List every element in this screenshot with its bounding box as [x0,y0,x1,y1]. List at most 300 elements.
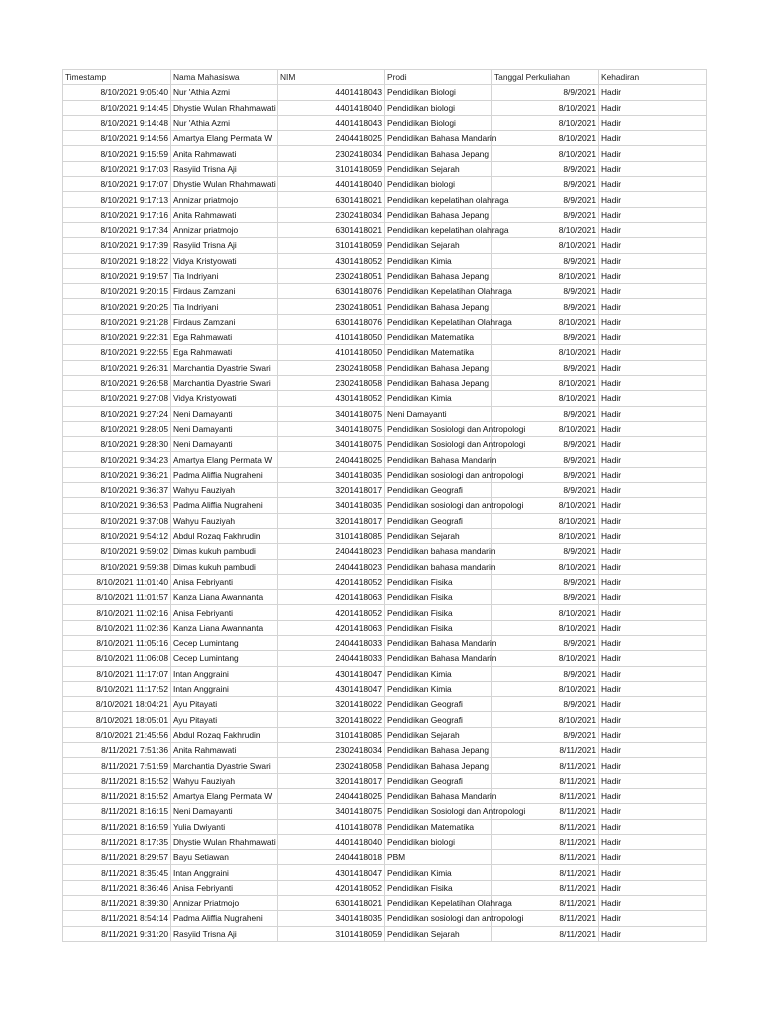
timestamp-cell: 8/11/2021 8:15:52 [63,788,171,803]
attendance-table [62,69,707,942]
tanggal-cell: 8/10/2021 [492,712,599,727]
tanggal-cell: 8/9/2021 [492,452,599,467]
kehadiran-cell: Hadir [599,467,707,482]
nim-cell: 3201418017 [278,773,385,788]
kehadiran-cell: Hadir [599,559,707,574]
timestamp-cell: 8/10/2021 11:02:16 [63,605,171,620]
table-row [63,421,707,436]
prodi-cell: Pendidikan Sejarah [385,727,492,742]
nim-cell: 2404418033 [278,635,385,650]
kehadiran-cell: Hadir [599,819,707,834]
tanggal-cell: 8/9/2021 [492,544,599,559]
timestamp-cell: 8/11/2021 8:17:35 [63,834,171,849]
nama-cell: Firdaus Zamzani [171,314,278,329]
timestamp-cell: 8/11/2021 8:36:46 [63,880,171,895]
timestamp-cell: 8/11/2021 7:51:36 [63,743,171,758]
nim-cell: 2404418025 [278,452,385,467]
prodi-cell: Pendidikan sosiologi dan antropologi [385,911,492,926]
tanggal-cell: 8/10/2021 [492,620,599,635]
nama-cell: Padma Aliffia Nugraheni [171,467,278,482]
nama-cell: Kanza Liana Awannanta [171,590,278,605]
nama-cell: Ayu Pitayati [171,712,278,727]
nama-cell: Tia Indriyani [171,299,278,314]
prodi-cell: Pendidikan Sejarah [385,528,492,543]
timestamp-cell: 8/10/2021 21:45:56 [63,727,171,742]
nama-cell: Cecep Lumintang [171,635,278,650]
timestamp-cell: 8/10/2021 9:17:03 [63,161,171,176]
tanggal-cell: 8/10/2021 [492,605,599,620]
timestamp-cell: 8/11/2021 8:16:15 [63,804,171,819]
tanggal-cell: 8/11/2021 [492,804,599,819]
kehadiran-cell: Hadir [599,727,707,742]
timestamp-cell: 8/10/2021 9:17:13 [63,192,171,207]
nama-cell: Amartya Elang Permata W [171,131,278,146]
timestamp-cell: 8/10/2021 11:06:08 [63,651,171,666]
tanggal-cell: 8/9/2021 [492,635,599,650]
tanggal-cell: 8/10/2021 [492,131,599,146]
nim-cell: 2302418034 [278,743,385,758]
kehadiran-cell: Hadir [599,253,707,268]
kehadiran-cell: Hadir [599,620,707,635]
table-row [63,177,707,192]
tanggal-cell: 8/9/2021 [492,330,599,345]
kehadiran-cell: Hadir [599,284,707,299]
nim-cell: 2404418033 [278,651,385,666]
timestamp-cell: 8/10/2021 9:14:56 [63,131,171,146]
prodi-cell: Pendidikan Biologi [385,115,492,130]
table-row [63,788,707,803]
timestamp-cell: 8/10/2021 9:20:15 [63,284,171,299]
tanggal-cell: 8/11/2021 [492,834,599,849]
prodi-cell: Pendidikan Kepelatihan Olahraga [385,314,492,329]
nama-cell: Ega Rahmawati [171,345,278,360]
timestamp-cell: 8/11/2021 8:39:30 [63,896,171,911]
nama-cell: Anita Rahmawati [171,207,278,222]
nim-cell: 2404418023 [278,544,385,559]
nim-cell: 3401418075 [278,421,385,436]
tanggal-cell: 8/10/2021 [492,314,599,329]
kehadiran-cell: Hadir [599,483,707,498]
nim-cell: 6301418021 [278,192,385,207]
nim-cell: 3401418075 [278,804,385,819]
nim-cell: 4201418052 [278,880,385,895]
nim-cell: 4201418063 [278,620,385,635]
prodi-cell: Pendidikan Bahasa Mandarin [385,131,492,146]
tanggal-cell: 8/11/2021 [492,743,599,758]
kehadiran-cell: Hadir [599,651,707,666]
table-row [63,131,707,146]
table-row [63,314,707,329]
prodi-cell: Pendidikan Kepelatihan Olahraga [385,896,492,911]
kehadiran-cell: Hadir [599,513,707,528]
table-row [63,911,707,926]
table-row [63,635,707,650]
prodi-cell: Pendidikan Bahasa Jepang [385,299,492,314]
nim-cell: 4201418052 [278,605,385,620]
timestamp-cell: 8/10/2021 11:05:16 [63,635,171,650]
table-row [63,681,707,696]
prodi-cell: Pendidikan Geografi [385,697,492,712]
nim-cell: 2302418058 [278,360,385,375]
table-row [63,559,707,574]
nama-cell: Firdaus Zamzani [171,284,278,299]
kehadiran-cell: Hadir [599,681,707,696]
timestamp-cell: 8/10/2021 9:14:45 [63,100,171,115]
nama-cell: Annizar Priatmojo [171,896,278,911]
tanggal-cell: 8/10/2021 [492,391,599,406]
kehadiran-cell: Hadir [599,375,707,390]
nim-cell: 2404418025 [278,131,385,146]
table-row [63,85,707,100]
table-row [63,620,707,635]
nama-cell: Rasyiid Trisna Aji [171,161,278,176]
tanggal-cell: 8/11/2021 [492,911,599,926]
kehadiran-cell: Hadir [599,207,707,222]
kehadiran-cell: Hadir [599,192,707,207]
table-row [63,146,707,161]
nama-cell: Abdul Rozaq Fakhrudin [171,727,278,742]
prodi-cell: Pendidikan Sejarah [385,238,492,253]
table-row [63,345,707,360]
tanggal-cell: 8/9/2021 [492,284,599,299]
timestamp-cell: 8/11/2021 7:51:59 [63,758,171,773]
table-row [63,498,707,513]
nim-cell: 2302418058 [278,758,385,773]
kehadiran-cell: Hadir [599,758,707,773]
prodi-cell: Pendidikan kepelatihan olahraga [385,192,492,207]
nim-cell: 4301418052 [278,391,385,406]
nim-cell: 4101418050 [278,345,385,360]
timestamp-cell: 8/10/2021 9:36:21 [63,467,171,482]
timestamp-cell: 8/10/2021 9:34:23 [63,452,171,467]
tanggal-cell: 8/10/2021 [492,100,599,115]
nim-cell: 3401418035 [278,467,385,482]
kehadiran-cell: Hadir [599,666,707,681]
prodi-cell: Pendidikan Kimia [385,865,492,880]
tanggal-cell: 8/9/2021 [492,299,599,314]
tanggal-cell: 8/11/2021 [492,850,599,865]
kehadiran-cell: Hadir [599,345,707,360]
kehadiran-cell: Hadir [599,605,707,620]
prodi-cell: Pendidikan Bahasa Mandarin [385,635,492,650]
kehadiran-cell: Hadir [599,834,707,849]
timestamp-cell: 8/11/2021 8:16:59 [63,819,171,834]
nama-cell: Anisa Febriyanti [171,574,278,589]
nama-cell: Yulia Dwiyanti [171,819,278,834]
tanggal-cell: 8/11/2021 [492,758,599,773]
kehadiran-cell: Hadir [599,743,707,758]
table-row [63,712,707,727]
nim-cell: 2404418025 [278,788,385,803]
nim-cell: 4401418043 [278,85,385,100]
tanggal-cell: 8/11/2021 [492,788,599,803]
kehadiran-cell: Hadir [599,712,707,727]
nama-cell: Vidya Kristyowati [171,253,278,268]
nim-cell: 3101418059 [278,161,385,176]
prodi-cell: Pendidikan Bahasa Jepang [385,268,492,283]
prodi-cell: Pendidikan Bahasa Jepang [385,375,492,390]
tanggal-cell: 8/9/2021 [492,177,599,192]
kehadiran-cell: Hadir [599,131,707,146]
timestamp-cell: 8/10/2021 9:18:22 [63,253,171,268]
table-row [63,865,707,880]
tanggal-cell: 8/9/2021 [492,192,599,207]
kehadiran-cell: Hadir [599,85,707,100]
nim-cell: 2302418051 [278,299,385,314]
kehadiran-cell: Hadir [599,177,707,192]
kehadiran-cell: Hadir [599,788,707,803]
header-tanggal-perkuliahan: Tanggal Perkuliahan [492,70,599,85]
nim-cell: 3101418085 [278,727,385,742]
kehadiran-cell: Hadir [599,896,707,911]
nama-cell: Intan Anggraini [171,681,278,696]
timestamp-cell: 8/10/2021 11:17:07 [63,666,171,681]
nim-cell: 3201418017 [278,513,385,528]
header-row [63,70,707,85]
nama-cell: Amartya Elang Permata W [171,452,278,467]
timestamp-cell: 8/10/2021 9:22:31 [63,330,171,345]
prodi-cell: Pendidikan Bahasa Mandarin [385,452,492,467]
prodi-cell: Pendidikan Sejarah [385,161,492,176]
table-row [63,222,707,237]
nama-cell: Nur 'Athia Azmi [171,115,278,130]
tanggal-cell: 8/10/2021 [492,115,599,130]
table-row [63,437,707,452]
nim-cell: 3201418022 [278,697,385,712]
timestamp-cell: 8/10/2021 11:02:36 [63,620,171,635]
kehadiran-cell: Hadir [599,865,707,880]
table-row [63,467,707,482]
timestamp-cell: 8/10/2021 9:27:08 [63,391,171,406]
table-row [63,666,707,681]
table-row [63,528,707,543]
timestamp-cell: 8/10/2021 11:01:40 [63,574,171,589]
prodi-cell: Pendidikan Geografi [385,712,492,727]
kehadiran-cell: Hadir [599,360,707,375]
kehadiran-cell: Hadir [599,238,707,253]
nama-cell: Amartya Elang Permata W [171,788,278,803]
kehadiran-cell: Hadir [599,804,707,819]
nama-cell: Wahyu Fauziyah [171,773,278,788]
kehadiran-cell: Hadir [599,880,707,895]
tanggal-cell: 8/9/2021 [492,483,599,498]
kehadiran-cell: Hadir [599,574,707,589]
prodi-cell: Pendidikan Kimia [385,681,492,696]
tanggal-cell: 8/11/2021 [492,896,599,911]
timestamp-cell: 8/10/2021 9:59:38 [63,559,171,574]
nim-cell: 3401418035 [278,911,385,926]
nim-cell: 3101418059 [278,238,385,253]
table-row [63,880,707,895]
tanggal-cell: 8/10/2021 [492,222,599,237]
timestamp-cell: 8/10/2021 9:15:59 [63,146,171,161]
prodi-cell: Pendidikan Sosiologi dan Antropologi [385,437,492,452]
kehadiran-cell: Hadir [599,330,707,345]
tanggal-cell: 8/9/2021 [492,590,599,605]
nama-cell: Neni Damayanti [171,804,278,819]
tanggal-cell: 8/9/2021 [492,406,599,421]
timestamp-cell: 8/10/2021 11:17:52 [63,681,171,696]
table-row [63,253,707,268]
table-row [63,819,707,834]
nim-cell: 2404418018 [278,850,385,865]
table-row [63,330,707,345]
timestamp-cell: 8/10/2021 9:20:25 [63,299,171,314]
nama-cell: Dimas kukuh pambudi [171,559,278,574]
kehadiran-cell: Hadir [599,850,707,865]
table-row [63,697,707,712]
prodi-cell: Pendidikan Sosiologi dan Antropologi [385,804,492,819]
nim-cell: 4401418040 [278,177,385,192]
tanggal-cell: 8/9/2021 [492,697,599,712]
nama-cell: Cecep Lumintang [171,651,278,666]
header-prodi: Prodi [385,70,492,85]
prodi-cell: Pendidikan Fisika [385,880,492,895]
nama-cell: Marchantia Dyastrie Swari [171,375,278,390]
nim-cell: 6301418076 [278,314,385,329]
prodi-cell: Pendidikan Kimia [385,666,492,681]
nim-cell: 3401418075 [278,406,385,421]
tanggal-cell: 8/10/2021 [492,681,599,696]
nim-cell: 2302418034 [278,146,385,161]
nama-cell: Dhystie Wulan Rhahmawati [171,100,278,115]
timestamp-cell: 8/10/2021 9:05:40 [63,85,171,100]
timestamp-cell: 8/11/2021 8:29:57 [63,850,171,865]
kehadiran-cell: Hadir [599,773,707,788]
nim-cell: 2302418051 [278,268,385,283]
prodi-cell: Pendidikan Kimia [385,391,492,406]
tanggal-cell: 8/10/2021 [492,651,599,666]
table-row [63,727,707,742]
nim-cell: 4301418047 [278,681,385,696]
prodi-cell: Pendidikan Fisika [385,620,492,635]
timestamp-cell: 8/10/2021 9:59:02 [63,544,171,559]
kehadiran-cell: Hadir [599,100,707,115]
table-row [63,238,707,253]
timestamp-cell: 8/10/2021 9:17:07 [63,177,171,192]
nama-cell: Kanza Liana Awannanta [171,620,278,635]
table-row [63,360,707,375]
table-row [63,513,707,528]
nama-cell: Annizar priatmojo [171,192,278,207]
table-row [63,161,707,176]
nim-cell: 6301418076 [278,284,385,299]
kehadiran-cell: Hadir [599,528,707,543]
kehadiran-cell: Hadir [599,222,707,237]
prodi-cell: Pendidikan biologi [385,100,492,115]
tanggal-cell: 8/10/2021 [492,498,599,513]
nim-cell: 4101418078 [278,819,385,834]
table-row [63,758,707,773]
nama-cell: Neni Damayanti [171,437,278,452]
kehadiran-cell: Hadir [599,391,707,406]
prodi-cell: Pendidikan biologi [385,177,492,192]
prodi-cell: Pendidikan Bahasa Mandarin [385,651,492,666]
prodi-cell: Pendidikan Bahasa Jepang [385,207,492,222]
timestamp-cell: 8/10/2021 9:26:58 [63,375,171,390]
prodi-cell: Pendidikan Sosiologi dan Antropologi [385,421,492,436]
nim-cell: 3201418017 [278,483,385,498]
table-row [63,605,707,620]
prodi-cell: Pendidikan Sejarah [385,926,492,941]
nim-cell: 3401418075 [278,437,385,452]
table-row [63,804,707,819]
tanggal-cell: 8/9/2021 [492,727,599,742]
table-row [63,743,707,758]
kehadiran-cell: Hadir [599,268,707,283]
nim-cell: 4401418040 [278,834,385,849]
prodi-cell: Pendidikan Bahasa Jepang [385,743,492,758]
tanggal-cell: 8/9/2021 [492,574,599,589]
prodi-cell: PBM [385,850,492,865]
tanggal-cell: 8/9/2021 [492,207,599,222]
tanggal-cell: 8/9/2021 [492,161,599,176]
nama-cell: Anisa Febriyanti [171,880,278,895]
tanggal-cell: 8/11/2021 [492,880,599,895]
prodi-cell: Pendidikan Fisika [385,574,492,589]
nama-cell: Dimas kukuh pambudi [171,544,278,559]
prodi-cell: Pendidikan sosiologi dan antropologi [385,467,492,482]
nama-cell: Tia Indriyani [171,268,278,283]
prodi-cell: Pendidikan Fisika [385,605,492,620]
nama-cell: Intan Anggraini [171,666,278,681]
timestamp-cell: 8/10/2021 11:01:57 [63,590,171,605]
prodi-cell: Pendidikan Kimia [385,253,492,268]
kehadiran-cell: Hadir [599,498,707,513]
tanggal-cell: 8/10/2021 [492,559,599,574]
timestamp-cell: 8/10/2021 9:36:53 [63,498,171,513]
timestamp-cell: 8/10/2021 9:26:31 [63,360,171,375]
header-kehadiran: Kehadiran [599,70,707,85]
prodi-cell: Neni Damayanti [385,406,492,421]
nim-cell: 3201418022 [278,712,385,727]
tanggal-cell: 8/10/2021 [492,513,599,528]
table-row [63,284,707,299]
table-row [63,926,707,941]
kehadiran-cell: Hadir [599,421,707,436]
kehadiran-cell: Hadir [599,146,707,161]
tanggal-cell: 8/10/2021 [492,528,599,543]
table-row [63,483,707,498]
kehadiran-cell: Hadir [599,299,707,314]
nama-cell: Rasyiid Trisna Aji [171,238,278,253]
timestamp-cell: 8/10/2021 9:19:57 [63,268,171,283]
kehadiran-cell: Hadir [599,926,707,941]
table-row [63,391,707,406]
nama-cell: Padma Aliffia Nugraheni [171,498,278,513]
timestamp-cell: 8/10/2021 9:21:28 [63,314,171,329]
prodi-cell: Pendidikan kepelatihan olahraga [385,222,492,237]
timestamp-cell: 8/10/2021 9:22:55 [63,345,171,360]
nim-cell: 4201418063 [278,590,385,605]
tanggal-cell: 8/10/2021 [492,345,599,360]
table-row [63,574,707,589]
timestamp-cell: 8/10/2021 18:05:01 [63,712,171,727]
nama-cell: Annizar priatmojo [171,222,278,237]
tanggal-cell: 8/10/2021 [492,268,599,283]
table-row [63,115,707,130]
timestamp-cell: 8/11/2021 8:54:14 [63,911,171,926]
table-row [63,896,707,911]
timestamp-cell: 8/10/2021 18:04:21 [63,697,171,712]
timestamp-cell: 8/10/2021 9:54:12 [63,528,171,543]
timestamp-cell: 8/10/2021 9:17:16 [63,207,171,222]
header-nim: NIM [278,70,385,85]
nama-cell: Anita Rahmawati [171,146,278,161]
nama-cell: Vidya Kristyowati [171,391,278,406]
nama-cell: Rasyiid Trisna Aji [171,926,278,941]
prodi-cell: Pendidikan sosiologi dan antropologi [385,498,492,513]
